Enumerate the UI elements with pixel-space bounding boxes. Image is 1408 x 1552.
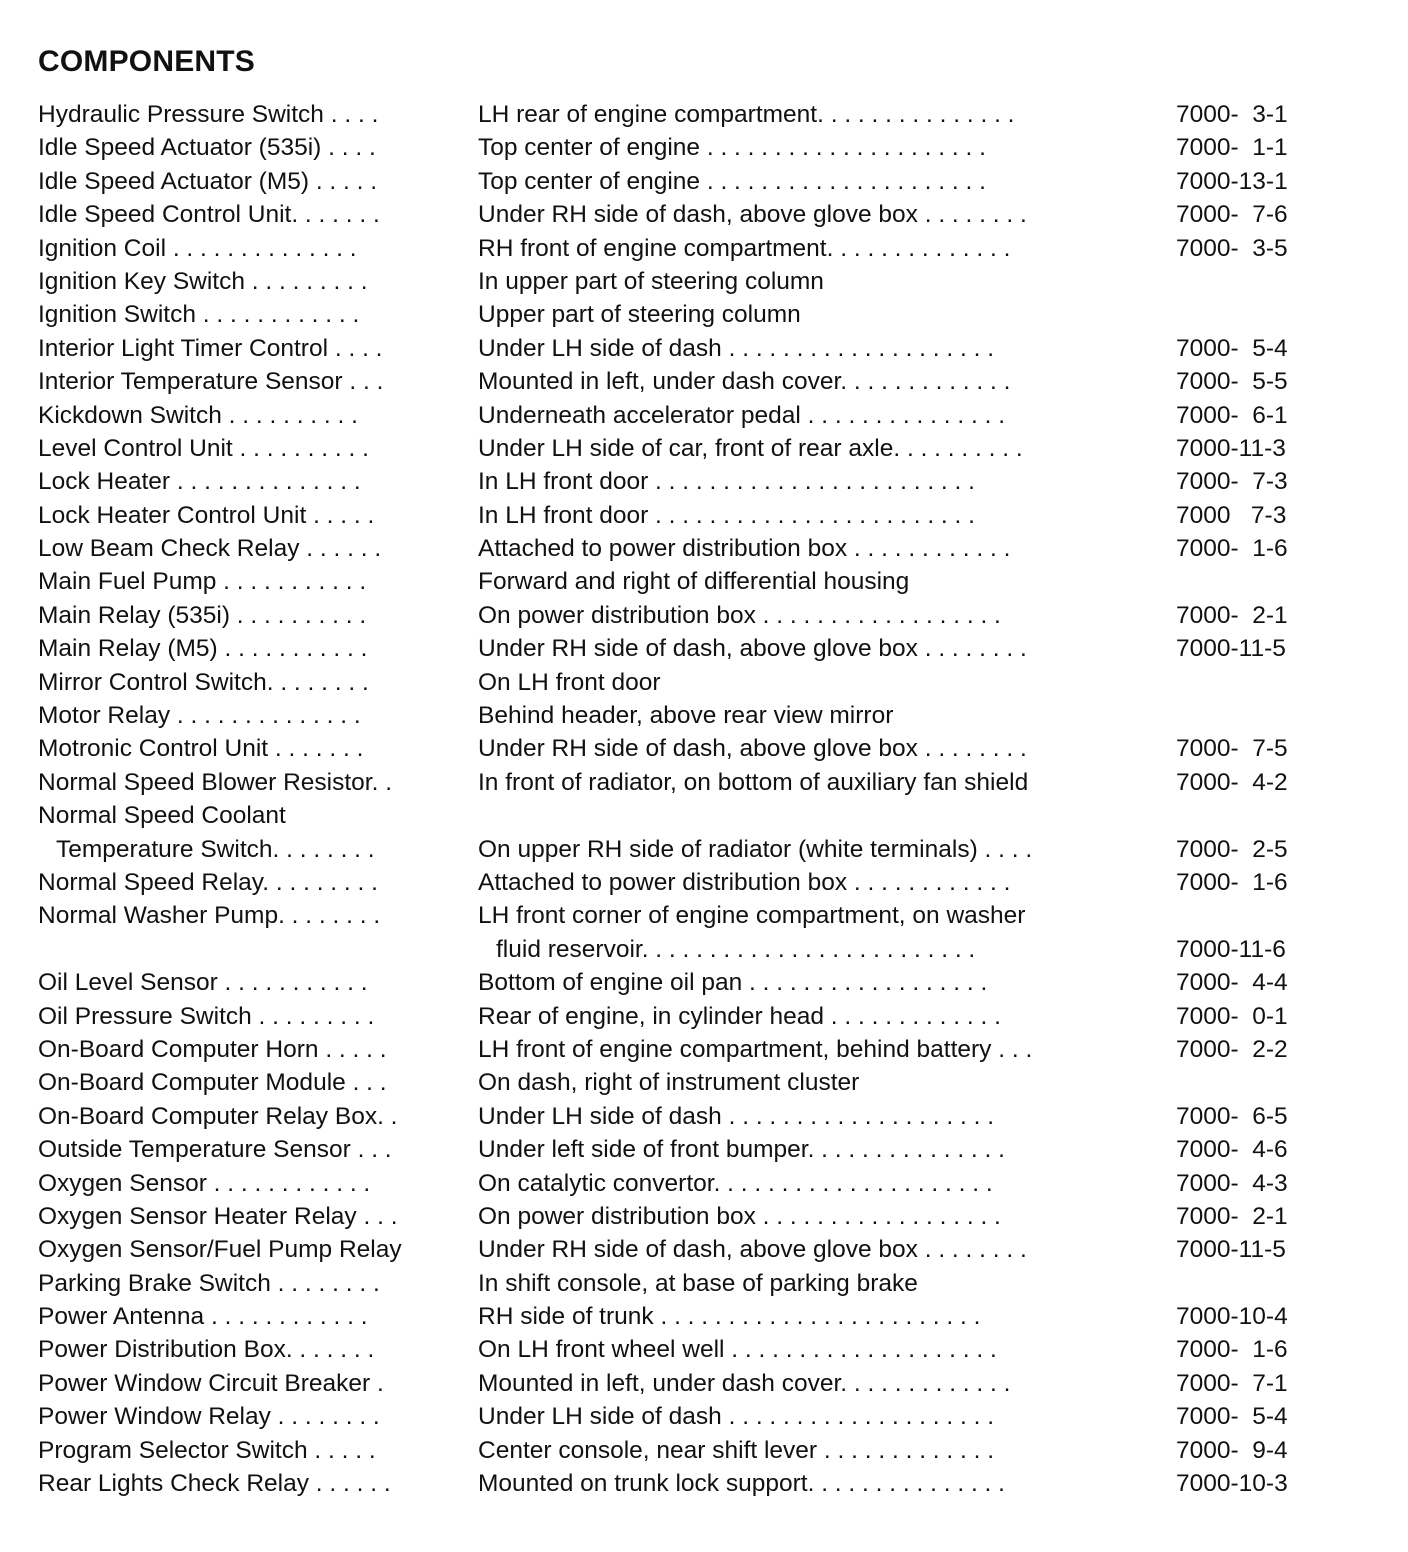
component-name: Idle Speed Actuator (M5) . . . . . — [38, 167, 378, 195]
component-location: In shift console, at base of parking brake — [478, 1269, 918, 1297]
component-reference: 7000- 2-1 — [1176, 601, 1288, 629]
component-reference: 7000- 4-3 — [1176, 1169, 1288, 1197]
component-reference: 7000- 7-5 — [1176, 735, 1288, 763]
component-location: Under LH side of dash . . . . . . . . . . . . . . . . . . . . — [478, 334, 995, 362]
component-row — [38, 866, 1378, 899]
component-name: Rear Lights Check Relay . . . . . . — [38, 1470, 391, 1498]
component-name: Program Selector Switch . . . . . — [38, 1436, 376, 1464]
component-location: Attached to power distribution box . . . . . . . . . . . . — [478, 535, 1011, 563]
component-location: On LH front door — [478, 668, 661, 696]
component-location: RH front of engine compartment. . . . . . . . . . . . . . — [478, 234, 1011, 262]
component-location: Under RH side of dash, above glove box . . . . . . . . — [478, 201, 1027, 229]
component-row — [38, 165, 1378, 198]
component-name: Low Beam Check Relay . . . . . . — [38, 535, 382, 563]
component-location: LH front corner of engine compartment, on washer — [478, 902, 1026, 930]
component-row — [38, 1233, 1378, 1266]
component-row — [38, 432, 1378, 465]
component-row — [38, 1100, 1378, 1133]
component-location: Under RH side of dash, above glove box . . . . . . . . — [478, 735, 1027, 763]
component-reference: 7000- 2-2 — [1176, 1035, 1288, 1063]
component-location: In LH front door . . . . . . . . . . . . . . . . . . . . . . . . — [478, 468, 975, 496]
component-location: Forward and right of differential housing — [478, 568, 910, 596]
component-location: LH front of engine compartment, behind battery . . . — [478, 1035, 1033, 1063]
component-location: On power distribution box . . . . . . . . . . . . . . . . . . — [478, 1202, 1001, 1230]
component-location: Under LH side of dash . . . . . . . . . . . . . . . . . . . . — [478, 1403, 995, 1431]
component-name: Oxygen Sensor . . . . . . . . . . . . — [38, 1169, 371, 1197]
component-name: Main Relay (535i) . . . . . . . . . . — [38, 601, 367, 629]
component-location: Under left side of front bumper. . . . . . . . . . . . . . . — [478, 1136, 1005, 1164]
component-row — [38, 298, 1378, 331]
component-location: In upper part of steering column — [478, 267, 824, 295]
component-row — [38, 699, 1378, 732]
component-name: On-Board Computer Horn . . . . . — [38, 1035, 387, 1063]
component-location: On LH front wheel well . . . . . . . . . . . . . . . . . . . . — [478, 1336, 997, 1364]
component-row — [38, 1267, 1378, 1300]
component-reference: 7000-11-5 — [1176, 1236, 1286, 1264]
component-name: Normal Speed Coolant — [38, 802, 286, 830]
component-reference: 7000- 3-5 — [1176, 234, 1288, 262]
component-reference: 7000-13-1 — [1176, 167, 1288, 195]
component-location: LH rear of engine compartment. . . . . . . . . . . . . . . — [478, 101, 1015, 128]
component-location: Mounted on trunk lock support. . . . . . . . . . . . . . . — [478, 1470, 1005, 1498]
component-location: Top center of engine . . . . . . . . . . . . . . . . . . . . . — [478, 167, 986, 195]
component-location: On catalytic convertor. . . . . . . . . . . . . . . . . . . . . — [478, 1169, 993, 1197]
component-row — [38, 766, 1378, 799]
component-location: RH side of trunk . . . . . . . . . . . . . . . . . . . . . . . . — [478, 1303, 981, 1331]
component-row — [38, 1033, 1378, 1066]
component-reference: 7000- 1-6 — [1176, 1336, 1288, 1364]
component-location: In LH front door . . . . . . . . . . . . . . . . . . . . . . . . — [478, 501, 975, 529]
component-row — [38, 899, 1378, 932]
component-row — [38, 799, 1378, 832]
component-location: In front of radiator, on bottom of auxiliary fan shield — [478, 768, 1029, 796]
component-name: Main Fuel Pump . . . . . . . . . . . — [38, 568, 367, 596]
component-row — [38, 399, 1378, 432]
component-name: On-Board Computer Module . . . — [38, 1069, 387, 1097]
component-name: Lock Heater Control Unit . . . . . — [38, 501, 375, 529]
component-reference: 7000- 1-6 — [1176, 868, 1288, 896]
component-reference: 7000- 4-2 — [1176, 768, 1288, 796]
component-name: Idle Speed Actuator (535i) . . . . — [38, 134, 376, 162]
component-reference: 7000 7-3 — [1176, 501, 1287, 529]
component-name: Oxygen Sensor/Fuel Pump Relay — [38, 1236, 402, 1264]
component-name: Motronic Control Unit . . . . . . . — [38, 735, 364, 763]
component-reference: 7000-11-5 — [1176, 635, 1286, 663]
components-list — [38, 98, 1378, 1500]
component-name: Mirror Control Switch. . . . . . . . — [38, 668, 369, 696]
component-location: On power distribution box . . . . . . . . . . . . . . . . . . — [478, 601, 1001, 629]
component-location: Under RH side of dash, above glove box . . . . . . . . — [478, 1236, 1027, 1264]
component-location: Mounted in left, under dash cover. . . . . . . . . . . . . — [478, 1369, 1011, 1397]
component-reference: 7000- 4-6 — [1176, 1136, 1288, 1164]
component-row — [38, 332, 1378, 365]
component-name: Normal Speed Blower Resistor. . — [38, 768, 393, 796]
component-location: On dash, right of instrument cluster — [478, 1069, 860, 1097]
component-location: fluid reservoir. . . . . . . . . . . . . . . . . . . . . . . . . — [496, 935, 976, 963]
component-name: Temperature Switch. . . . . . . . — [56, 835, 375, 863]
component-reference: 7000- 1-6 — [1176, 535, 1288, 563]
component-reference: 7000- 7-3 — [1176, 468, 1288, 496]
component-name: Interior Light Timer Control . . . . — [38, 334, 383, 362]
component-name: Normal Speed Relay. . . . . . . . . — [38, 868, 378, 896]
component-row — [38, 1434, 1378, 1467]
component-location: Underneath accelerator pedal . . . . . . . . . . . . . . . — [478, 401, 1006, 429]
component-row — [38, 666, 1378, 699]
component-row — [38, 1300, 1378, 1333]
component-name: Outside Temperature Sensor . . . — [38, 1136, 392, 1164]
component-reference: 7000-10-4 — [1176, 1303, 1288, 1331]
component-row — [38, 365, 1378, 398]
component-reference: 7000- 1-1 — [1176, 134, 1288, 162]
component-row — [38, 265, 1378, 298]
component-reference: 7000-11-3 — [1176, 434, 1286, 462]
component-reference: 7000- 4-4 — [1176, 969, 1288, 997]
component-row — [38, 1200, 1378, 1233]
component-row — [38, 732, 1378, 765]
component-location: Under LH side of car, front of rear axle. . . . . . . . . . — [478, 434, 1023, 462]
component-name: Level Control Unit . . . . . . . . . . — [38, 434, 369, 462]
component-reference: 7000-10-3 — [1176, 1470, 1288, 1498]
component-name: Power Window Relay . . . . . . . . — [38, 1403, 380, 1431]
component-row — [38, 966, 1378, 999]
component-reference: 7000- 0-1 — [1176, 1002, 1288, 1030]
component-name: Ignition Switch . . . . . . . . . . . . — [38, 301, 360, 329]
component-location: Bottom of engine oil pan . . . . . . . . . . . . . . . . . . — [478, 969, 988, 997]
component-reference: 7000- 6-1 — [1176, 401, 1288, 429]
component-name: Lock Heater . . . . . . . . . . . . . . — [38, 468, 361, 496]
component-name: Interior Temperature Sensor . . . — [38, 368, 384, 396]
component-reference: 7000- 3-1 — [1176, 101, 1288, 128]
component-reference: 7000- 5-4 — [1176, 334, 1288, 362]
component-location: Attached to power distribution box . . . . . . . . . . . . — [478, 868, 1011, 896]
component-location: On upper RH side of radiator (white terminals) . . . . — [478, 835, 1033, 863]
component-name: Power Distribution Box. . . . . . . — [38, 1336, 375, 1364]
component-location: Rear of engine, in cylinder head . . . . . . . . . . . . . — [478, 1002, 1001, 1030]
component-row — [38, 599, 1378, 632]
component-row — [38, 98, 1378, 131]
component-row — [38, 465, 1378, 498]
component-row — [38, 1367, 1378, 1400]
component-reference: 7000- 2-5 — [1176, 835, 1288, 863]
component-name: Parking Brake Switch . . . . . . . . — [38, 1269, 380, 1297]
component-row — [38, 1000, 1378, 1033]
component-row — [38, 1400, 1378, 1433]
component-row — [38, 499, 1378, 532]
component-name: On-Board Computer Relay Box. . — [38, 1102, 398, 1130]
component-row — [38, 532, 1378, 565]
component-row — [38, 933, 1378, 966]
component-row — [38, 131, 1378, 164]
component-name: Motor Relay . . . . . . . . . . . . . . — [38, 702, 361, 730]
component-reference: 7000- 5-5 — [1176, 368, 1288, 396]
component-row — [38, 1133, 1378, 1166]
component-location: Center console, near shift lever . . . . . . . . . . . . . — [478, 1436, 995, 1464]
component-row — [38, 198, 1378, 231]
component-row — [38, 232, 1378, 265]
section-heading: COMPONENTS — [38, 45, 256, 78]
component-reference: 7000- 6-5 — [1176, 1102, 1288, 1130]
component-name: Kickdown Switch . . . . . . . . . . — [38, 401, 358, 429]
component-row — [38, 1333, 1378, 1366]
component-location: Under RH side of dash, above glove box . . . . . . . . — [478, 635, 1027, 663]
component-location: Under LH side of dash . . . . . . . . . . . . . . . . . . . . — [478, 1102, 995, 1130]
component-location: Top center of engine . . . . . . . . . . . . . . . . . . . . . — [478, 134, 986, 162]
components-page — [38, 42, 1378, 1500]
component-row — [38, 565, 1378, 598]
component-row — [38, 1467, 1378, 1500]
component-reference: 7000- 7-6 — [1176, 201, 1288, 229]
component-location: Upper part of steering column — [478, 301, 801, 329]
component-name: Ignition Key Switch . . . . . . . . . — [38, 267, 368, 295]
component-location: Behind header, above rear view mirror — [478, 702, 894, 730]
component-name: Oil Level Sensor . . . . . . . . . . . — [38, 969, 368, 997]
component-reference: 7000-11-6 — [1176, 935, 1286, 963]
component-row — [38, 1167, 1378, 1200]
component-name: Hydraulic Pressure Switch . . . . — [38, 101, 379, 128]
component-row — [38, 1066, 1378, 1099]
component-name: Power Window Circuit Breaker . — [38, 1369, 384, 1397]
component-name: Oil Pressure Switch . . . . . . . . . — [38, 1002, 375, 1030]
component-reference: 7000- 5-4 — [1176, 1403, 1288, 1431]
component-name: Ignition Coil . . . . . . . . . . . . . . — [38, 234, 357, 262]
component-name: Oxygen Sensor Heater Relay . . . — [38, 1202, 398, 1230]
component-name: Power Antenna . . . . . . . . . . . . — [38, 1303, 368, 1331]
component-row — [38, 833, 1378, 866]
component-location: Mounted in left, under dash cover. . . . . . . . . . . . . — [478, 368, 1011, 396]
component-reference: 7000- 7-1 — [1176, 1369, 1288, 1397]
component-name: Main Relay (M5) . . . . . . . . . . . — [38, 635, 368, 663]
component-reference: 7000- 2-1 — [1176, 1202, 1288, 1230]
component-name: Normal Washer Pump. . . . . . . . — [38, 902, 381, 930]
component-reference: 7000- 9-4 — [1176, 1436, 1288, 1464]
component-row — [38, 632, 1378, 665]
component-name: Idle Speed Control Unit. . . . . . . — [38, 201, 380, 229]
